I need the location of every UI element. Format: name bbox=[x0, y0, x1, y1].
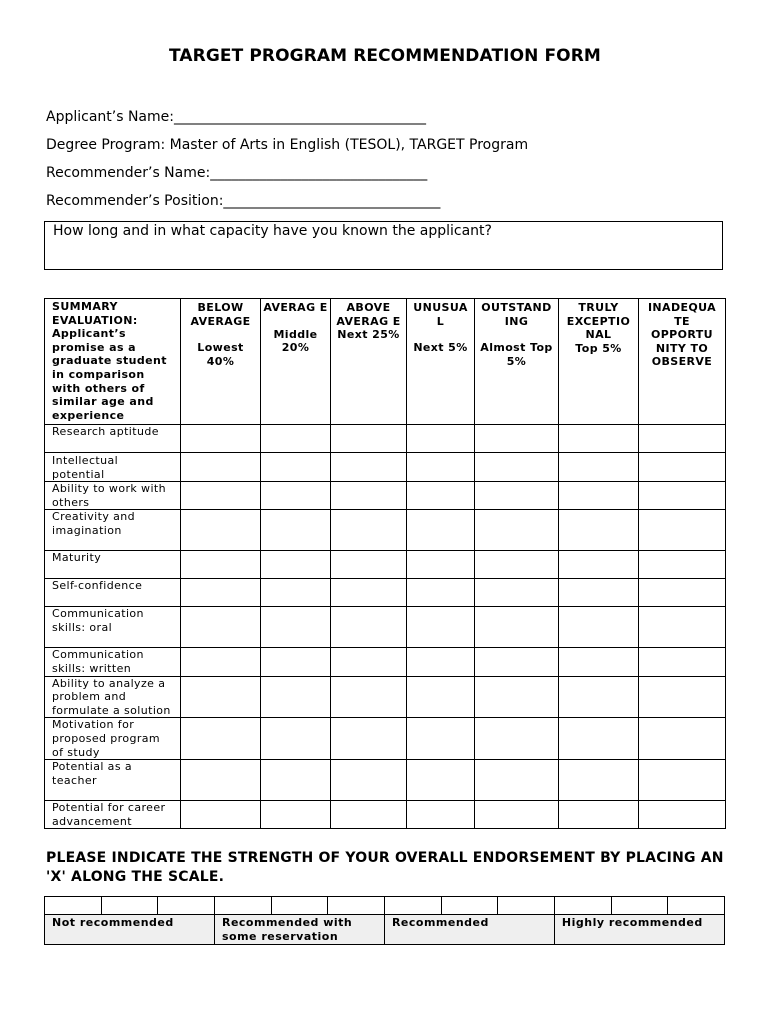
rating-cell[interactable] bbox=[261, 425, 331, 453]
rating-cell[interactable] bbox=[181, 718, 261, 760]
rating-cell[interactable] bbox=[475, 676, 559, 718]
rating-cell[interactable] bbox=[639, 760, 726, 801]
rating-cell[interactable] bbox=[331, 760, 407, 801]
rating-cell[interactable] bbox=[181, 579, 261, 607]
rating-cell[interactable] bbox=[559, 510, 639, 551]
criterion-label: Intellectual potential bbox=[45, 453, 181, 482]
endorsement-scale bbox=[44, 896, 725, 945]
criterion-row bbox=[45, 510, 726, 551]
scale-cell[interactable] bbox=[384, 897, 441, 915]
rating-cell[interactable] bbox=[181, 648, 261, 676]
rating-cell[interactable] bbox=[559, 579, 639, 607]
column-header bbox=[639, 299, 726, 425]
rating-cell[interactable] bbox=[559, 801, 639, 829]
rating-cell[interactable] bbox=[407, 425, 475, 453]
rating-cell[interactable] bbox=[475, 482, 559, 510]
rating-cell[interactable] bbox=[407, 607, 475, 648]
criterion-row bbox=[45, 425, 726, 453]
criterion-label: Potential as a teacher bbox=[45, 760, 181, 801]
rating-cell[interactable] bbox=[475, 718, 559, 760]
rating-cell[interactable] bbox=[261, 760, 331, 801]
rating-cell[interactable] bbox=[559, 718, 639, 760]
scale-cell[interactable] bbox=[214, 897, 271, 915]
scale-cell[interactable] bbox=[554, 897, 611, 915]
column-sublabel: Middle 20% bbox=[273, 327, 318, 355]
rating-cell[interactable] bbox=[331, 648, 407, 676]
rating-cell[interactable] bbox=[639, 551, 726, 579]
applicant-name-field[interactable]: Applicant’s Name:____________________________________ bbox=[46, 109, 426, 125]
column-header bbox=[181, 299, 261, 425]
scale-cell[interactable] bbox=[668, 897, 725, 915]
scale-tick-row bbox=[45, 897, 725, 915]
criterion-row bbox=[45, 801, 726, 829]
rating-cell[interactable] bbox=[181, 551, 261, 579]
scale-cell[interactable] bbox=[271, 897, 328, 915]
summary-evaluation-table bbox=[44, 298, 726, 829]
rating-cell[interactable] bbox=[407, 718, 475, 760]
criterion-label: Maturity bbox=[45, 551, 181, 579]
column-label: ABOVE AVERAG E bbox=[336, 301, 401, 328]
criterion-row bbox=[45, 453, 726, 482]
rating-cell[interactable] bbox=[407, 551, 475, 579]
rating-cell[interactable] bbox=[261, 718, 331, 760]
rating-cell[interactable] bbox=[559, 551, 639, 579]
rating-cell[interactable] bbox=[331, 718, 407, 760]
column-sublabel: Top 5% bbox=[575, 341, 622, 355]
criterion-label: Potential for career advancement bbox=[45, 801, 181, 829]
rating-cell[interactable] bbox=[475, 579, 559, 607]
rating-cell[interactable] bbox=[331, 453, 407, 482]
rating-cell[interactable] bbox=[475, 760, 559, 801]
scale-cell[interactable] bbox=[611, 897, 668, 915]
rating-cell[interactable] bbox=[331, 676, 407, 718]
rating-cell[interactable] bbox=[407, 676, 475, 718]
rating-cell[interactable] bbox=[407, 760, 475, 801]
column-label: UNUSUA L bbox=[413, 301, 468, 328]
criterion-label: Communication skills: oral bbox=[45, 607, 181, 648]
criterion-label: Research aptitude bbox=[45, 425, 181, 453]
column-header bbox=[475, 299, 559, 425]
rating-cell[interactable] bbox=[181, 676, 261, 718]
rating-cell[interactable] bbox=[261, 551, 331, 579]
rating-cell[interactable] bbox=[639, 579, 726, 607]
rating-cell[interactable] bbox=[559, 453, 639, 482]
rating-cell[interactable] bbox=[475, 453, 559, 482]
rating-cell[interactable] bbox=[261, 676, 331, 718]
rating-cell[interactable] bbox=[181, 607, 261, 648]
column-sublabel: Next 5% bbox=[413, 341, 468, 355]
rating-cell[interactable] bbox=[331, 579, 407, 607]
evaluation-header-row bbox=[45, 299, 726, 425]
rating-cell[interactable] bbox=[407, 482, 475, 510]
rating-cell[interactable] bbox=[559, 607, 639, 648]
scale-cell[interactable] bbox=[328, 897, 385, 915]
rating-cell[interactable] bbox=[407, 579, 475, 607]
criterion-row bbox=[45, 551, 726, 579]
criterion-label: Self-confidence bbox=[45, 579, 181, 607]
rating-cell[interactable] bbox=[331, 482, 407, 510]
column-label: BELOW AVERAGE bbox=[190, 301, 251, 328]
rating-cell[interactable] bbox=[475, 425, 559, 453]
rating-cell[interactable] bbox=[639, 453, 726, 482]
rating-cell[interactable] bbox=[261, 510, 331, 551]
recommender-position-field[interactable]: Recommender’s Position:_______________________________ bbox=[46, 193, 441, 209]
rating-cell[interactable] bbox=[475, 648, 559, 676]
scale-label: Recommended bbox=[384, 915, 554, 945]
rating-cell[interactable] bbox=[407, 510, 475, 551]
rating-cell[interactable] bbox=[261, 648, 331, 676]
rating-cell[interactable] bbox=[181, 801, 261, 829]
scale-label: Not recommended bbox=[45, 915, 215, 945]
column-header bbox=[559, 299, 639, 425]
criterion-label: Creativity and imagination bbox=[45, 510, 181, 551]
rating-cell[interactable] bbox=[331, 425, 407, 453]
rating-cell[interactable] bbox=[639, 510, 726, 551]
summary-evaluation-header: SUMMARY EVALUATION: Applicant’s promise as a graduate student in comparison with others of similar age and experience bbox=[45, 299, 181, 425]
rating-cell[interactable] bbox=[559, 760, 639, 801]
column-header bbox=[261, 299, 331, 425]
rating-cell[interactable] bbox=[639, 718, 726, 760]
column-header bbox=[331, 299, 407, 425]
acquaintance-answer-box[interactable] bbox=[44, 221, 723, 270]
criterion-row bbox=[45, 718, 726, 760]
criterion-row bbox=[45, 676, 726, 718]
rating-cell[interactable] bbox=[639, 482, 726, 510]
rating-cell[interactable] bbox=[559, 425, 639, 453]
column-header bbox=[407, 299, 475, 425]
column-sublabel: Almost Top 5% bbox=[480, 341, 553, 368]
rating-cell[interactable] bbox=[559, 482, 639, 510]
rating-cell[interactable] bbox=[261, 579, 331, 607]
rating-cell[interactable] bbox=[407, 453, 475, 482]
criterion-label: Ability to work with others bbox=[45, 482, 181, 510]
rating-cell[interactable] bbox=[407, 648, 475, 676]
degree-program-field: Degree Program: Master of Arts in English (TESOL), TARGET Program bbox=[46, 137, 529, 153]
rating-cell[interactable] bbox=[261, 453, 331, 482]
rating-cell[interactable] bbox=[331, 510, 407, 551]
criterion-label: Ability to analyze a problem and formulate a solution bbox=[45, 676, 181, 718]
rating-cell[interactable] bbox=[639, 425, 726, 453]
rating-cell[interactable] bbox=[639, 607, 726, 648]
endorsement-instruction: PLEASE INDICATE THE STRENGTH OF YOUR OVERALL ENDORSEMENT BY PLACING AN 'X' ALONG THE SCALE. bbox=[46, 850, 724, 885]
criterion-row bbox=[45, 579, 726, 607]
column-sublabel: Next 25% bbox=[337, 328, 400, 342]
scale-cell[interactable] bbox=[101, 897, 158, 915]
rating-cell[interactable] bbox=[475, 801, 559, 829]
scale-cell[interactable] bbox=[45, 897, 102, 915]
criterion-row bbox=[45, 760, 726, 801]
rating-cell[interactable] bbox=[181, 453, 261, 482]
rating-cell[interactable] bbox=[181, 510, 261, 551]
rating-cell[interactable] bbox=[331, 607, 407, 648]
rating-cell[interactable] bbox=[639, 648, 726, 676]
rating-cell[interactable] bbox=[261, 607, 331, 648]
recommender-name-field[interactable]: Recommender’s Name:_______________________________ bbox=[46, 165, 428, 181]
rating-cell[interactable] bbox=[475, 551, 559, 579]
criterion-label: Communication skills: written bbox=[45, 648, 181, 676]
criterion-row bbox=[45, 607, 726, 648]
rating-cell[interactable] bbox=[181, 425, 261, 453]
rating-cell[interactable] bbox=[261, 801, 331, 829]
scale-label: Recommended with some reservation bbox=[214, 915, 384, 945]
criterion-row bbox=[45, 648, 726, 676]
column-label: AVERAG E bbox=[263, 301, 328, 314]
column-label: OUTSTAND ING bbox=[481, 301, 552, 328]
scale-label: Highly recommended bbox=[554, 915, 724, 945]
rating-cell[interactable] bbox=[475, 510, 559, 551]
rating-cell[interactable] bbox=[639, 801, 726, 829]
scale-cell[interactable] bbox=[158, 897, 215, 915]
rating-cell[interactable] bbox=[331, 551, 407, 579]
column-label: TRULY EXCEPTIO NAL bbox=[566, 301, 631, 342]
rating-cell[interactable] bbox=[331, 801, 407, 829]
rating-cell[interactable] bbox=[639, 676, 726, 718]
scale-label-row bbox=[45, 915, 725, 945]
form-title: TARGET PROGRAM RECOMMENDATION FORM bbox=[169, 46, 601, 66]
scale-cell[interactable] bbox=[441, 897, 498, 915]
rating-cell[interactable] bbox=[559, 648, 639, 676]
acquaintance-question: How long and in what capacity have you known the applicant? bbox=[53, 223, 492, 239]
rating-cell[interactable] bbox=[181, 760, 261, 801]
column-label: INADEQUA TE OPPORTU NITY TO OBSERVE bbox=[647, 301, 717, 369]
rating-cell[interactable] bbox=[407, 801, 475, 829]
column-sublabel: Lowest 40% bbox=[197, 341, 244, 368]
rating-cell[interactable] bbox=[261, 482, 331, 510]
criterion-label: Motivation for proposed program of study bbox=[45, 718, 181, 760]
rating-cell[interactable] bbox=[559, 676, 639, 718]
rating-cell[interactable] bbox=[181, 482, 261, 510]
scale-cell[interactable] bbox=[498, 897, 555, 915]
rating-cell[interactable] bbox=[475, 607, 559, 648]
criterion-row bbox=[45, 482, 726, 510]
